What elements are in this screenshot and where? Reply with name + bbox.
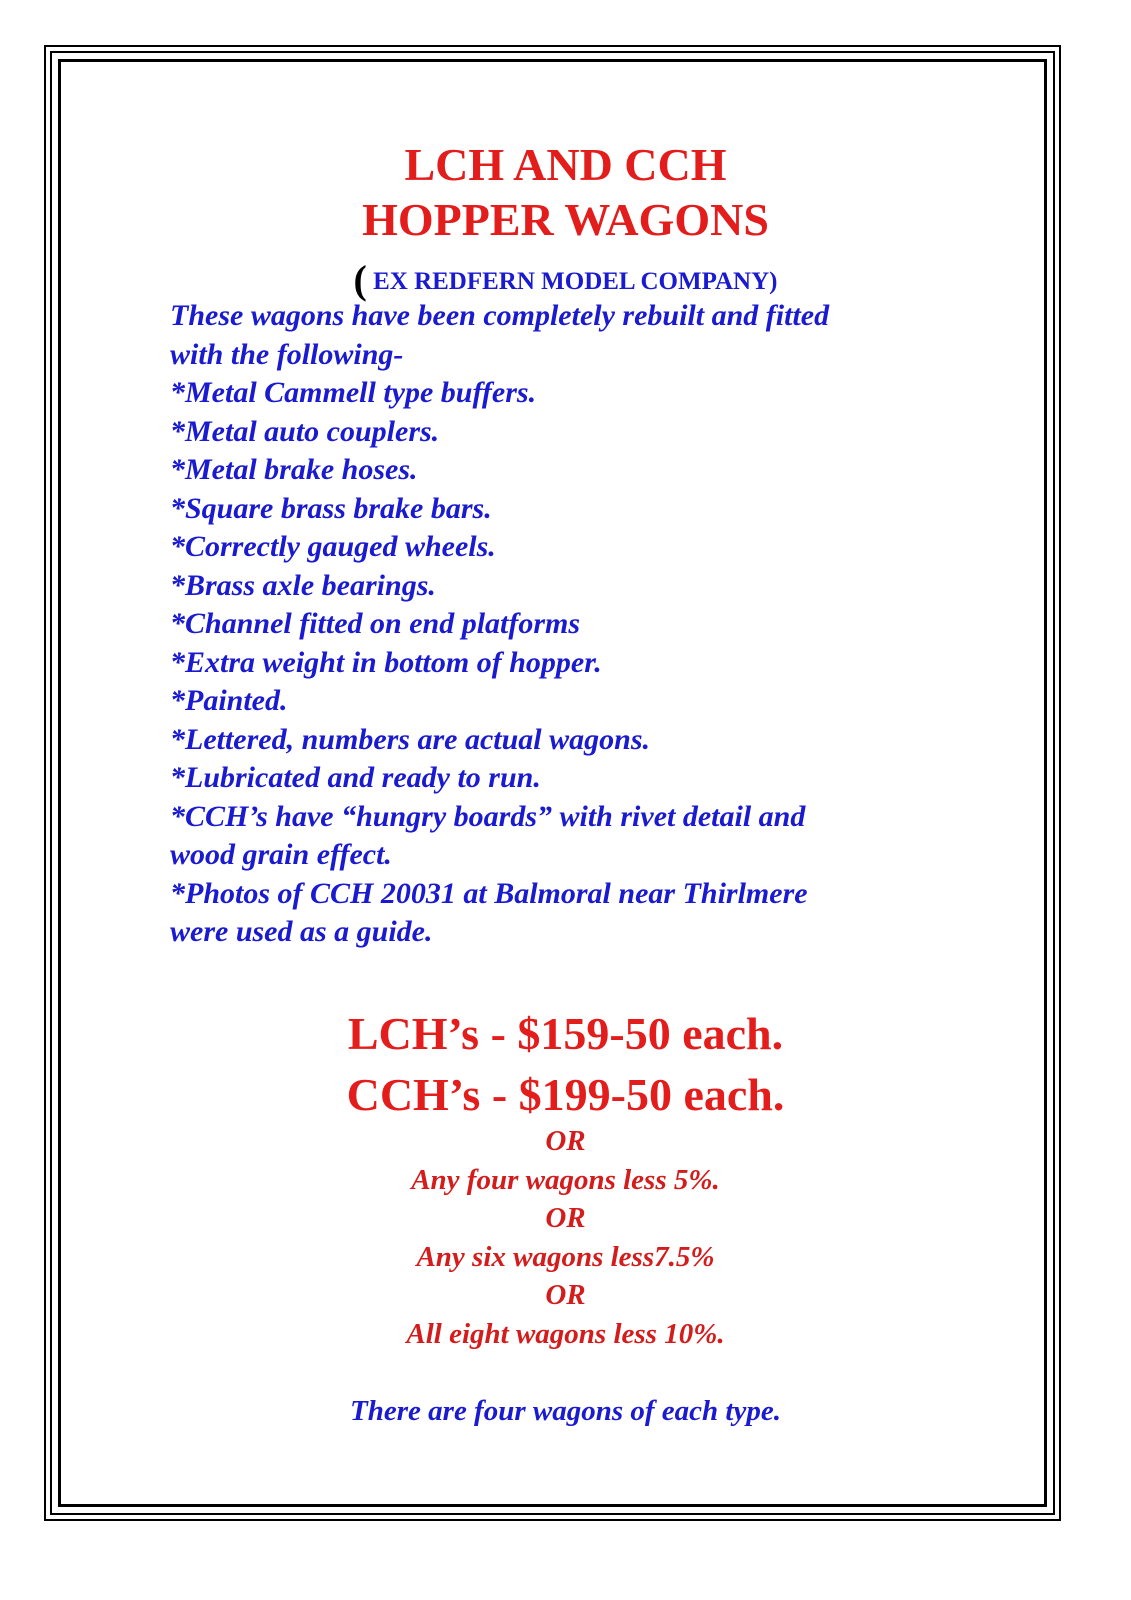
feature-item: *Lubricated and ready to run.: [170, 761, 541, 794]
subtitle: [0, 256, 1131, 303]
feature-item: were used as a guide.: [170, 915, 433, 948]
feature-item: *Metal auto couplers.: [170, 415, 440, 448]
footer-note: There are four wagons of each type.: [350, 1395, 781, 1427]
subtitle-text: EX REDFERN MODEL COMPANY): [366, 268, 778, 295]
offer-eight-wagons: All eight wagons less 10%.: [406, 1318, 725, 1350]
price-lch: LCH’s - $159-50 each.: [347, 1008, 784, 1059]
subtitle-open-paren: (: [353, 257, 367, 302]
intro-line-2: with the following-: [170, 338, 404, 371]
title-line-2: HOPPER WAGONS: [362, 194, 769, 245]
feature-item: wood grain effect.: [170, 838, 392, 871]
offer-or-3: OR: [545, 1279, 586, 1311]
feature-item: *Metal Cammell type buffers.: [170, 376, 537, 409]
feature-item: *Channel fitted on end platforms: [170, 607, 581, 640]
feature-item: *Brass axle bearings.: [170, 569, 436, 602]
offer-six-wagons: Any six wagons less7.5%: [416, 1241, 715, 1273]
feature-item: *Lettered, numbers are actual wagons.: [170, 723, 651, 756]
feature-item: *Painted.: [170, 684, 288, 717]
feature-item: *CCH’s have “hungry boards” with rivet detail and: [170, 800, 806, 833]
offer-or-2: OR: [545, 1202, 586, 1234]
offer-or-1: OR: [545, 1125, 586, 1157]
feature-item: *Square brass brake bars.: [170, 492, 492, 525]
price-cch: CCH’s - $199-50 each.: [346, 1069, 785, 1120]
title-line-1: LCH AND CCH: [404, 139, 727, 190]
feature-item: *Metal brake hoses.: [170, 453, 418, 486]
feature-item: *Correctly gauged wheels.: [170, 530, 496, 563]
feature-item: *Extra weight in bottom of hopper.: [170, 646, 602, 679]
feature-item: *Photos of CCH 20031 at Balmoral near Thirlmere: [170, 877, 808, 910]
intro-line-1: These wagons have been completely rebuilt and fitted: [170, 299, 830, 332]
offer-four-wagons: Any four wagons less 5%.: [411, 1164, 720, 1196]
